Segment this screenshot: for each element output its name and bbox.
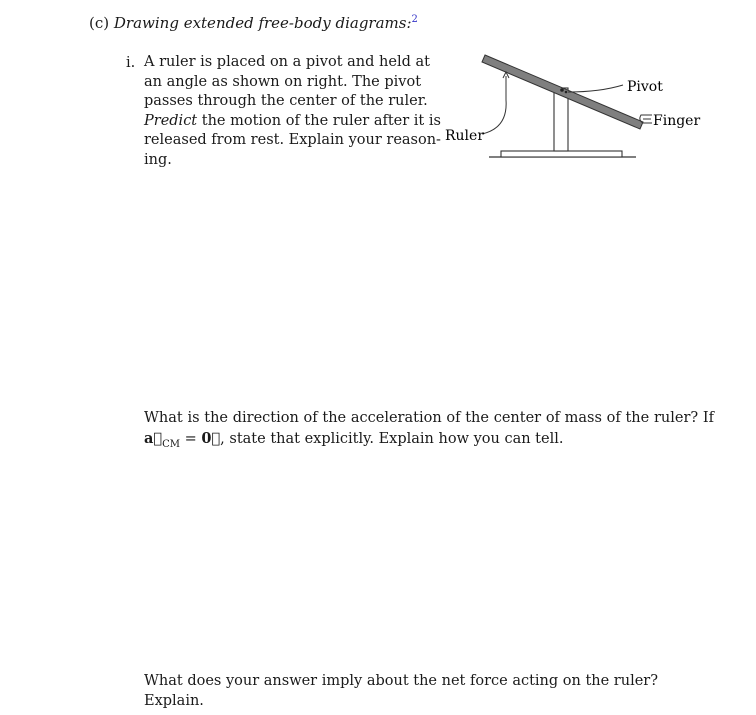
item-label: i.: [126, 55, 136, 71]
acceleration-question-rest: , state that explicitly. Explain how you can tell.: [220, 430, 564, 447]
item-line-4-text: the motion of the ruler after it is: [201, 112, 441, 129]
item-line-1: A ruler is placed on a pivot and held at: [144, 54, 430, 70]
acceleration-question-line-1: What is the direction of the acceleration of the center of mass of the ruler? If: [144, 410, 714, 426]
ruler-pivot-diagram: [445, 40, 720, 165]
acceleration-symbol: a⃗: [144, 429, 163, 447]
item-line-2: an angle as shown on right. The pivot: [144, 73, 422, 90]
cm-subscript: CM: [162, 438, 180, 450]
item-description: [144, 53, 441, 171]
ruler-leader-line: [482, 76, 506, 134]
item-line-3: passes through the center of the ruler.: [144, 93, 428, 110]
acceleration-question: [144, 409, 714, 454]
pivot-pin: [560, 88, 564, 92]
acceleration-vector: [144, 429, 180, 450]
pivot-leader-line: [568, 85, 623, 92]
footnote-marker[interactable]: 2: [411, 14, 418, 25]
predict-word: Predict: [144, 112, 198, 129]
pivot-label: Pivot: [627, 79, 663, 95]
pivot-pin-2: [565, 91, 568, 94]
base-plate: [501, 151, 622, 157]
net-force-question: What does your answer imply about the net force acting on the ruler? Explain.: [144, 673, 658, 709]
ruler-label: Ruler: [445, 128, 485, 144]
item-line-5: released from rest. Explain your reason-: [144, 132, 441, 149]
finger-label: Finger: [653, 113, 701, 129]
equals-sign: =: [180, 430, 202, 447]
acceleration-question-line-2: [144, 429, 714, 454]
section-title: Drawing extended free-body diagrams:: [113, 14, 412, 32]
section-heading: [89, 14, 418, 32]
section-label: (c): [89, 14, 110, 32]
zero-vector: 0⃗: [201, 429, 221, 447]
item-line-6: ing.: [144, 151, 172, 168]
item-line-4: [144, 112, 441, 132]
